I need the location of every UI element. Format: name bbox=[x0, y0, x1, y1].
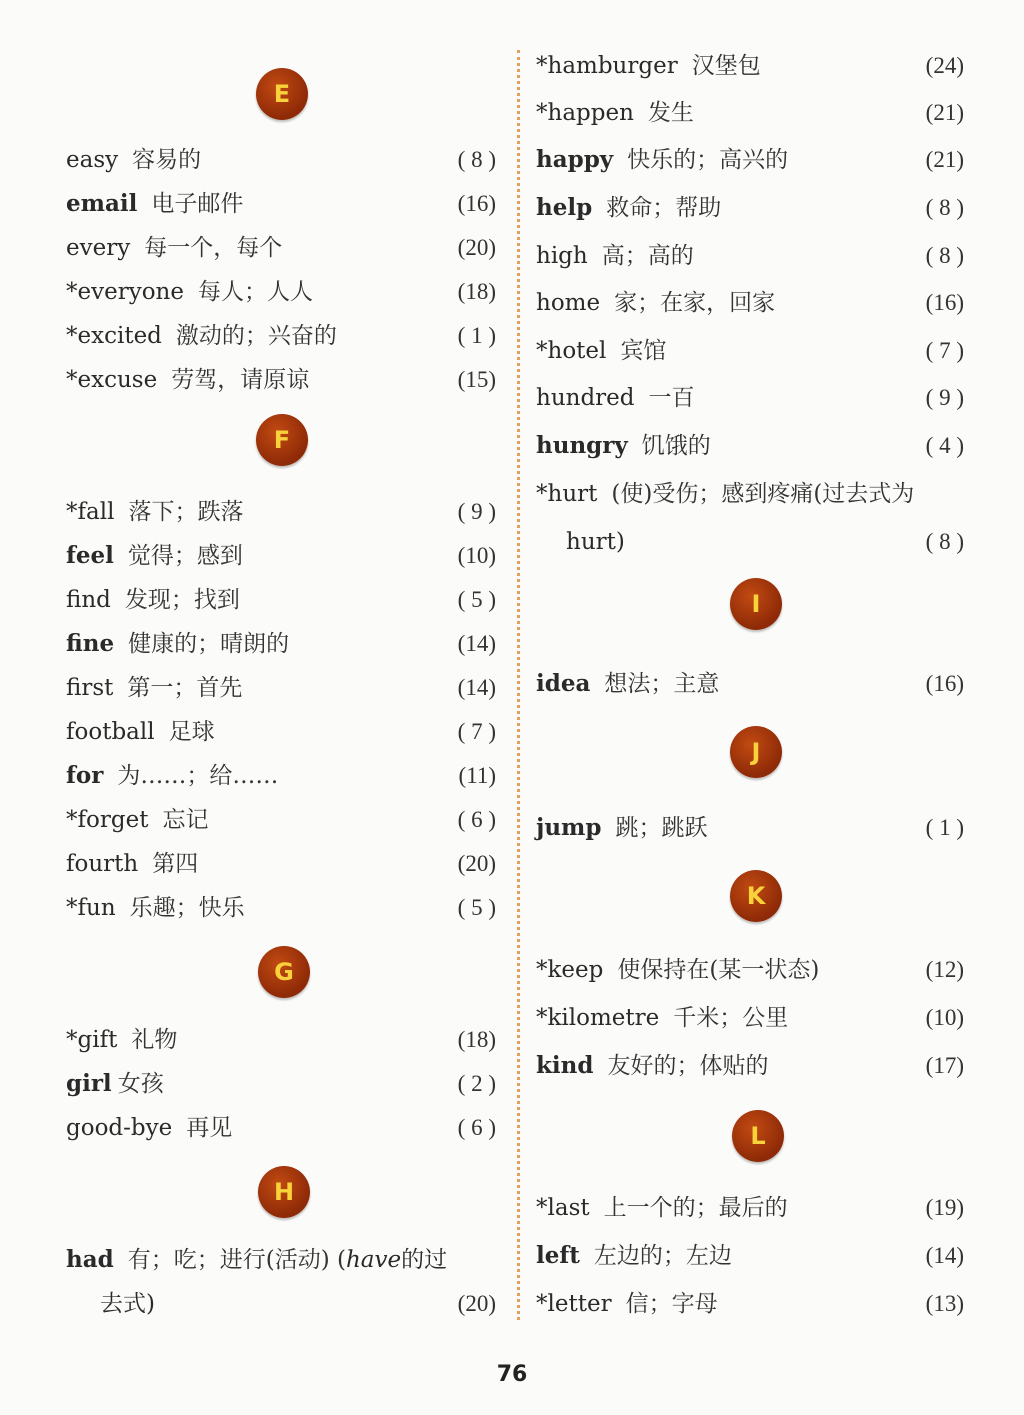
entry-excuse bbox=[66, 366, 309, 394]
entry-unit: (20) bbox=[457, 1291, 496, 1316]
entry-meaning: 宾馆 bbox=[620, 338, 667, 364]
entry-meaning-post: 的过 bbox=[401, 1247, 448, 1273]
entry-meaning: 使保持在(某一状态) bbox=[617, 957, 820, 983]
entry-word: hundred bbox=[536, 385, 635, 411]
entry-unit: (19) bbox=[925, 1195, 964, 1220]
entry-unit: (16) bbox=[925, 671, 964, 696]
entry-meaning: 信；字母 bbox=[625, 1291, 718, 1317]
entry-high bbox=[536, 242, 694, 270]
entry-meaning: 落下；跌落 bbox=[128, 499, 244, 525]
entry-unit: (12) bbox=[925, 957, 964, 982]
entry-unit: ( 1 ) bbox=[457, 323, 496, 348]
entry-unit: ( 8 ) bbox=[925, 195, 964, 220]
entry-unit: ( 5 ) bbox=[457, 895, 496, 920]
entry-meaning: 每一个，每个 bbox=[144, 235, 283, 261]
entry-meaning: 忘记 bbox=[162, 807, 209, 833]
entry-word: *keep bbox=[536, 957, 604, 983]
entry-hurt bbox=[536, 480, 914, 508]
entry-kilometre bbox=[536, 1004, 788, 1032]
entry-meaning: 第一；首先 bbox=[127, 675, 243, 701]
entry-continuation-post: ) bbox=[615, 529, 625, 555]
page-number: 76 bbox=[496, 1362, 528, 1387]
entry-hundred bbox=[536, 384, 695, 412]
entry-word: football bbox=[66, 719, 155, 745]
entry-word: had bbox=[66, 1246, 114, 1273]
entry-meaning: 电子邮件 bbox=[151, 191, 244, 217]
entry-happy bbox=[536, 146, 788, 174]
entry-first bbox=[66, 674, 242, 702]
entry-unit: ( 8 ) bbox=[925, 529, 964, 554]
entry-word: hungry bbox=[536, 432, 628, 459]
entry-for bbox=[66, 762, 278, 790]
entry-meaning: 劳驾，请原谅 bbox=[171, 367, 310, 393]
entry-meaning: 一百 bbox=[648, 385, 695, 411]
entry-meaning: 第四 bbox=[152, 851, 199, 877]
entry-continuation bbox=[566, 528, 625, 556]
entry-meaning: 健康的；晴朗的 bbox=[128, 631, 290, 657]
entry-word: *fall bbox=[66, 499, 115, 525]
entry-meaning: 救命；帮助 bbox=[606, 195, 722, 221]
entry-meaning: 快乐的；高兴的 bbox=[627, 147, 789, 173]
entry-everyone bbox=[66, 278, 313, 306]
entry-word: high bbox=[536, 243, 588, 269]
entry-meaning: 友好的；体贴的 bbox=[607, 1053, 769, 1079]
entry-meaning: 发生 bbox=[647, 100, 694, 126]
entry-unit: (10) bbox=[925, 1005, 964, 1030]
entry-hungry bbox=[536, 432, 711, 460]
entry-unit: (24) bbox=[925, 53, 964, 78]
section-badge-h: H bbox=[258, 1166, 310, 1218]
entry-meaning: 足球 bbox=[168, 719, 215, 745]
section-badge-i: I bbox=[730, 578, 782, 630]
entry-unit: (21) bbox=[925, 147, 964, 172]
section-badge-k: K bbox=[730, 870, 782, 922]
entry-meaning: 有；吃；进行(活动) ( bbox=[127, 1247, 346, 1273]
entry-unit: (10) bbox=[457, 543, 496, 568]
entry-continuation: 去式) bbox=[100, 1291, 155, 1317]
entry-meaning: 汉堡包 bbox=[691, 53, 761, 79]
entry-unit: (16) bbox=[925, 290, 964, 315]
entry-left bbox=[536, 1242, 732, 1270]
entry-continuation-italic: hurt bbox=[566, 529, 616, 555]
entry-word: happy bbox=[536, 146, 614, 173]
entry-happen bbox=[536, 99, 694, 127]
entry-gift bbox=[66, 1026, 177, 1054]
entry-unit: ( 9 ) bbox=[925, 385, 964, 410]
entry-hotel bbox=[536, 337, 666, 365]
entry-meaning: 激动的；兴奋的 bbox=[175, 323, 337, 349]
entry-meaning: (使)受伤；感到疼痛(过去式为 bbox=[611, 481, 915, 507]
section-badge-e: E bbox=[256, 68, 308, 120]
entry-fourth bbox=[66, 850, 198, 878]
entry-meaning: 礼物 bbox=[131, 1027, 178, 1053]
entry-word: *hamburger bbox=[536, 53, 678, 79]
entry-word: for bbox=[66, 762, 104, 789]
entry-meaning: 想法；主意 bbox=[604, 671, 720, 697]
entry-word: good-bye bbox=[66, 1115, 173, 1141]
entry-word: *forget bbox=[66, 807, 149, 833]
entry-unit: (15) bbox=[457, 367, 496, 392]
entry-letter bbox=[536, 1290, 718, 1318]
entry-feel bbox=[66, 542, 243, 570]
entry-word: feel bbox=[66, 542, 114, 569]
column-divider bbox=[517, 50, 520, 1320]
entry-word: email bbox=[66, 190, 138, 217]
entry-unit: (18) bbox=[457, 1027, 496, 1052]
entry-had bbox=[66, 1246, 447, 1274]
entry-meaning: 乐趣；快乐 bbox=[129, 895, 245, 921]
entry-unit: (20) bbox=[457, 235, 496, 260]
entry-easy bbox=[66, 146, 201, 174]
entry-jump bbox=[536, 814, 707, 842]
entry-word: *excited bbox=[66, 323, 162, 349]
entry-word: *letter bbox=[536, 1291, 612, 1317]
entry-unit: ( 2 ) bbox=[457, 1071, 496, 1096]
entry-word: *fun bbox=[66, 895, 116, 921]
entry-unit: ( 8 ) bbox=[925, 243, 964, 268]
entry-good-bye bbox=[66, 1114, 232, 1142]
section-badge-f: F bbox=[256, 414, 308, 466]
entry-keep bbox=[536, 956, 819, 984]
entry-unit: (18) bbox=[457, 279, 496, 304]
entry-word: home bbox=[536, 290, 601, 316]
section-badge-g: G bbox=[258, 946, 310, 998]
entry-unit: (21) bbox=[925, 100, 964, 125]
entry-meaning: 左边的；左边 bbox=[593, 1243, 732, 1269]
entry-hamburger bbox=[536, 52, 761, 80]
entry-word: help bbox=[536, 194, 593, 221]
entry-excited bbox=[66, 322, 337, 350]
entry-forget bbox=[66, 806, 208, 834]
entry-unit: (20) bbox=[457, 851, 496, 876]
entry-unit: (13) bbox=[925, 1291, 964, 1316]
entry-unit: ( 7 ) bbox=[925, 338, 964, 363]
entry-last bbox=[536, 1194, 788, 1222]
entry-meaning: 发现；找到 bbox=[124, 587, 240, 613]
entry-word: jump bbox=[536, 814, 602, 841]
entry-word: fourth bbox=[66, 851, 139, 877]
entry-unit: ( 4 ) bbox=[925, 433, 964, 458]
entry-meaning: 再见 bbox=[186, 1115, 233, 1141]
entry-word: idea bbox=[536, 670, 591, 697]
entry-fine bbox=[66, 630, 289, 658]
entry-unit: ( 1 ) bbox=[925, 815, 964, 840]
entry-unit: ( 7 ) bbox=[457, 719, 496, 744]
entry-idea bbox=[536, 670, 719, 698]
entry-word: *last bbox=[536, 1195, 590, 1221]
entry-meaning-italic: have bbox=[345, 1247, 402, 1273]
entry-unit: ( 5 ) bbox=[457, 587, 496, 612]
entry-find bbox=[66, 586, 240, 614]
entry-every bbox=[66, 234, 282, 262]
entry-unit: (14) bbox=[457, 675, 496, 700]
entry-unit: (11) bbox=[458, 763, 496, 788]
entry-unit: ( 8 ) bbox=[457, 147, 496, 172]
entry-meaning: 饥饿的 bbox=[641, 433, 711, 459]
entry-unit: (14) bbox=[925, 1243, 964, 1268]
entry-word: kind bbox=[536, 1052, 594, 1079]
entry-unit: ( 9 ) bbox=[457, 499, 496, 524]
entry-home bbox=[536, 289, 775, 317]
entry-fun bbox=[66, 894, 245, 922]
entry-word: *gift bbox=[66, 1027, 118, 1053]
entry-meaning: 家；在家，回家 bbox=[614, 290, 776, 316]
entry-word: *kilometre bbox=[536, 1005, 660, 1031]
entry-help bbox=[536, 194, 721, 222]
entry-meaning: 为……；给…… bbox=[117, 763, 279, 789]
entry-meaning: 上一个的；最后的 bbox=[603, 1195, 788, 1221]
entry-meaning: 千米；公里 bbox=[673, 1005, 789, 1031]
entry-word: *excuse bbox=[66, 367, 158, 393]
entry-word: find bbox=[66, 587, 111, 613]
entry-unit: (14) bbox=[457, 631, 496, 656]
entry-word: girl bbox=[66, 1070, 112, 1097]
entry-word: *everyone bbox=[66, 279, 184, 305]
entry-email bbox=[66, 190, 243, 218]
entry-word: *happen bbox=[536, 100, 634, 126]
entry-unit: ( 6 ) bbox=[457, 807, 496, 832]
entry-word: *hotel bbox=[536, 338, 607, 364]
entry-word: easy bbox=[66, 147, 119, 173]
entry-unit: (16) bbox=[457, 191, 496, 216]
entry-girl bbox=[66, 1070, 164, 1098]
entry-meaning: 跳；跳跃 bbox=[615, 815, 708, 841]
entry-word: left bbox=[536, 1242, 580, 1269]
entry-football bbox=[66, 718, 215, 746]
section-badge-l: L bbox=[732, 1110, 784, 1162]
entry-meaning: 每人；人人 bbox=[197, 279, 313, 305]
entry-meaning: 觉得；感到 bbox=[127, 543, 243, 569]
entry-meaning: 高；高的 bbox=[601, 243, 694, 269]
entry-kind bbox=[536, 1052, 768, 1080]
entry-unit: (17) bbox=[925, 1053, 964, 1078]
section-badge-j: J bbox=[730, 726, 782, 778]
entry-unit: ( 6 ) bbox=[457, 1115, 496, 1140]
entry-word: *hurt bbox=[536, 481, 598, 507]
entry-word: first bbox=[66, 675, 114, 701]
entry-fall bbox=[66, 498, 243, 526]
entry-word: every bbox=[66, 235, 131, 261]
entry-meaning: 女孩 bbox=[117, 1071, 164, 1097]
entry-meaning: 容易的 bbox=[132, 147, 202, 173]
entry-word: fine bbox=[66, 630, 115, 657]
